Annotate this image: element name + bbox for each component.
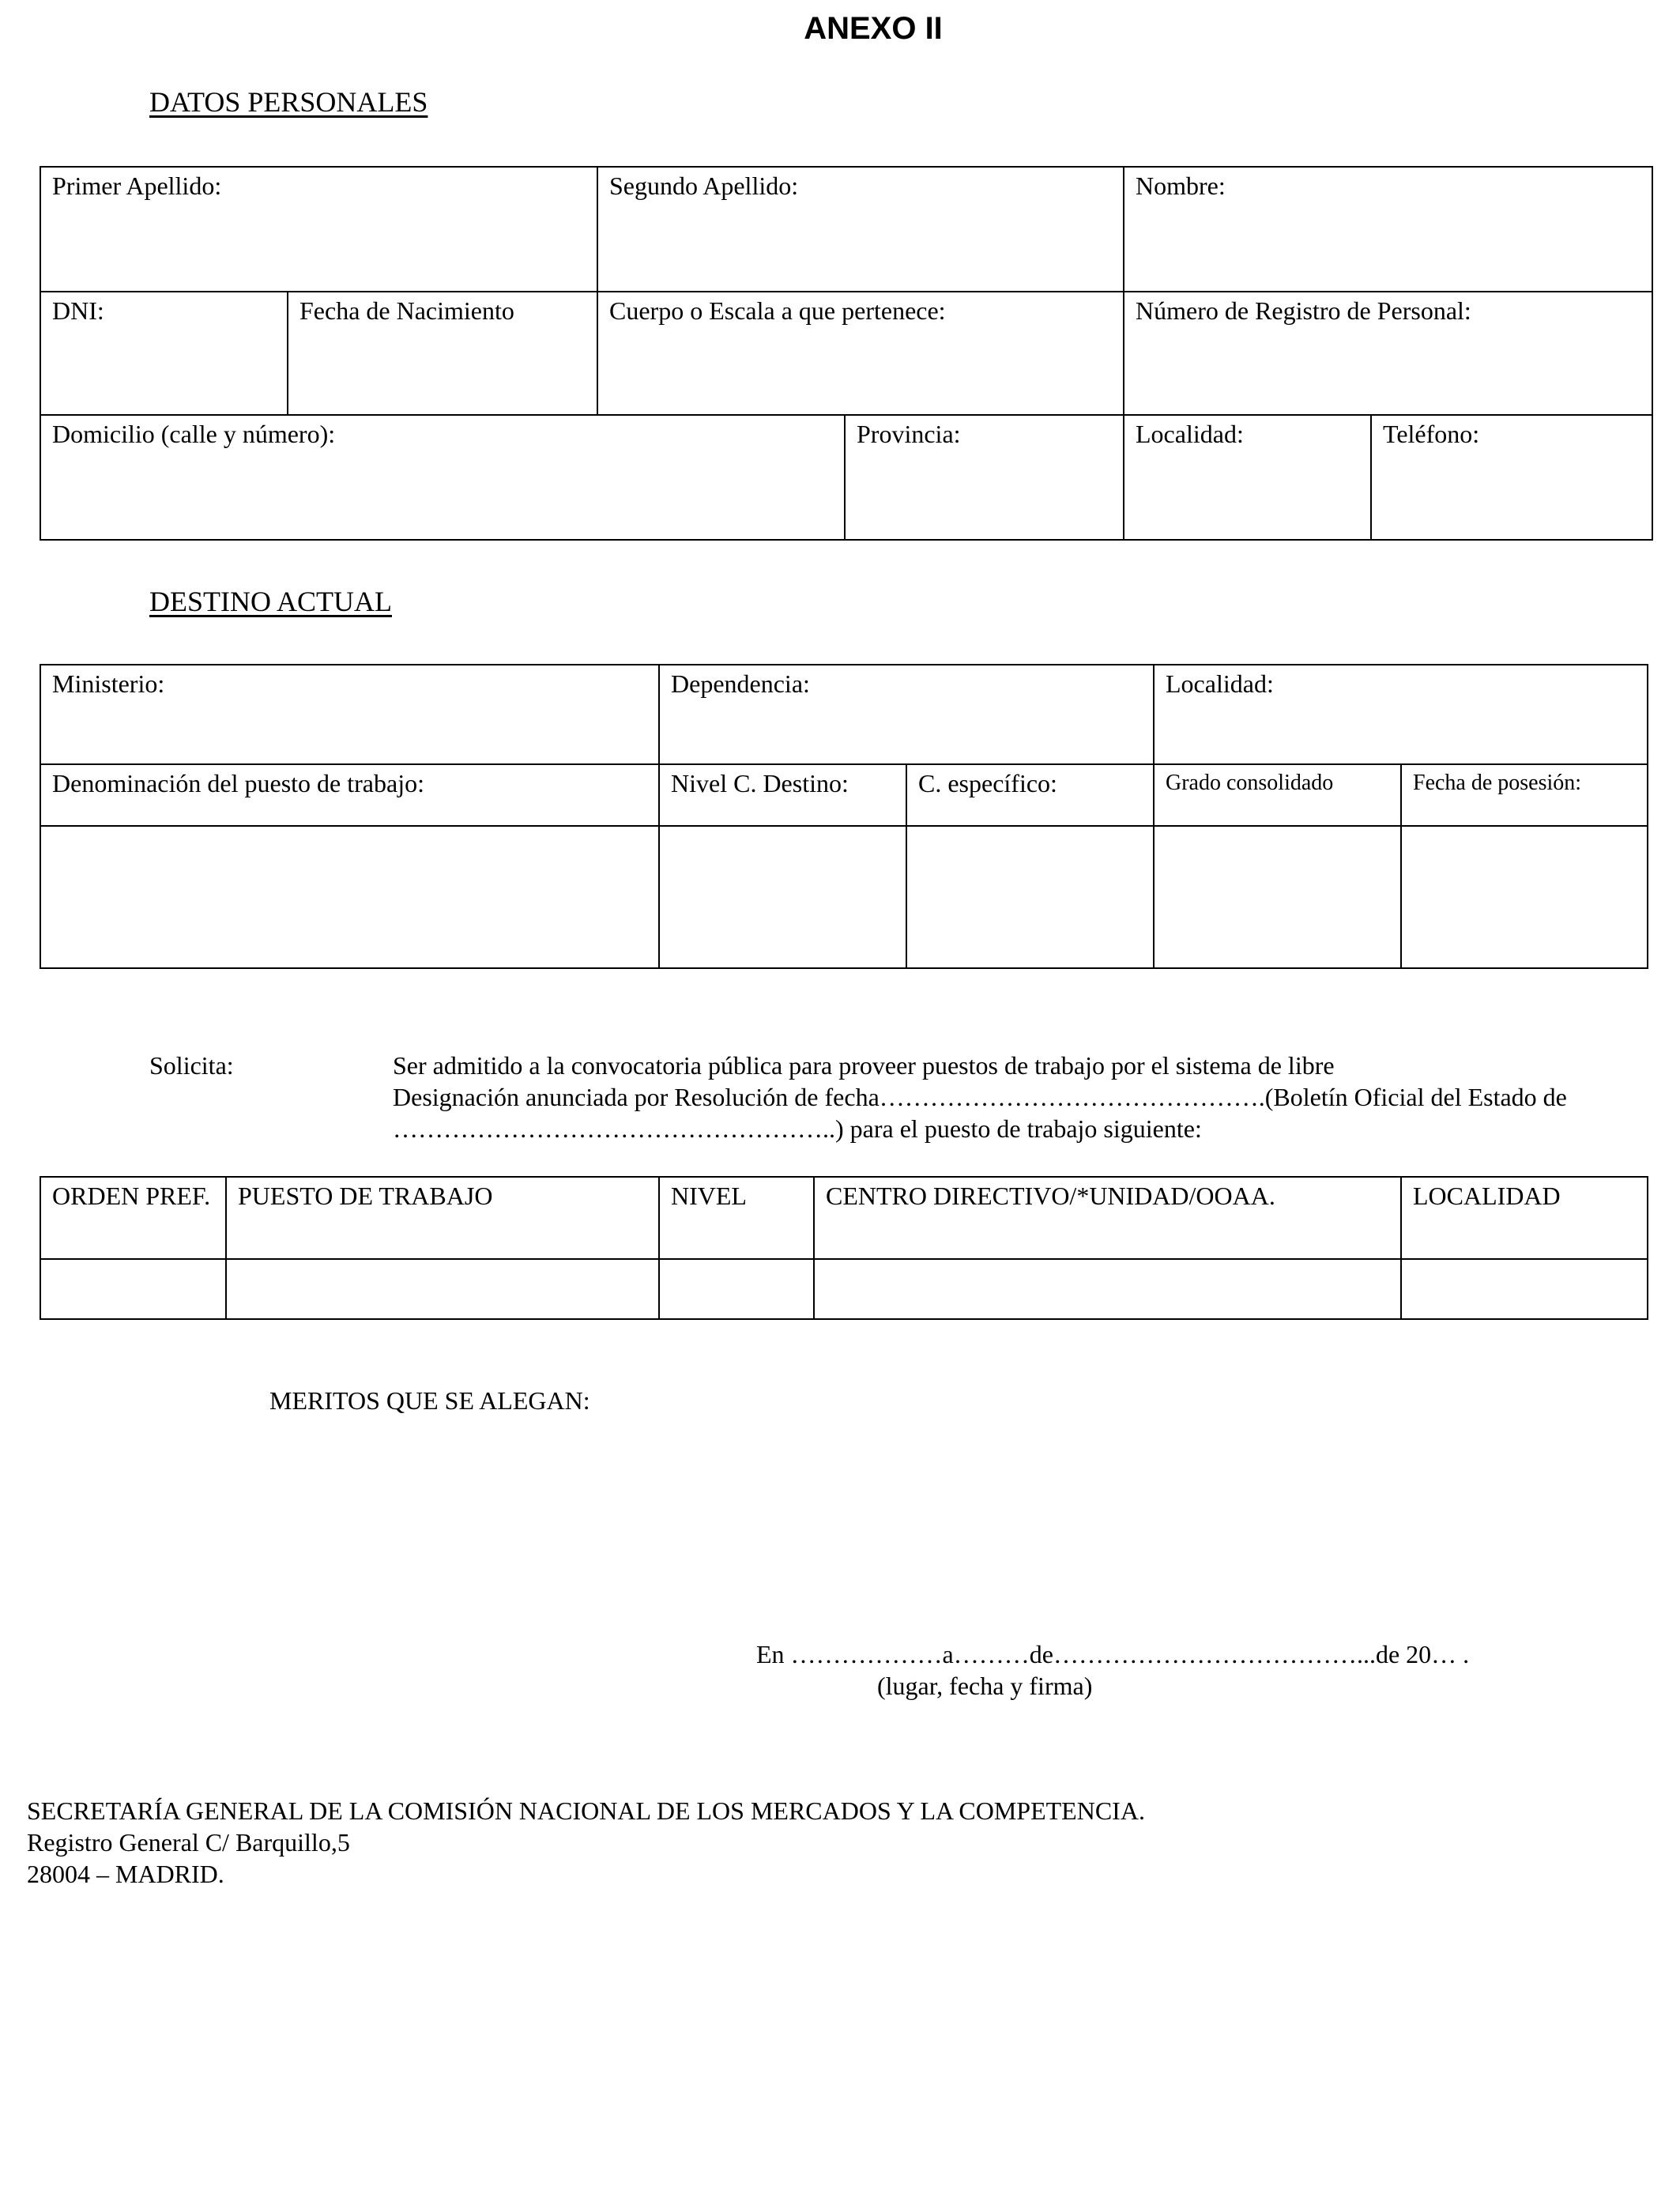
telefono-field[interactable] — [1370, 414, 1653, 541]
numero-registro-label: Número de Registro de Personal: — [1136, 296, 1471, 325]
grado-consolidado-header — [1153, 763, 1402, 827]
grado-consolidado-label: Grado consolidado — [1166, 771, 1334, 795]
cuerpo-escala-field[interactable] — [597, 291, 1124, 416]
puesto-trabajo-header — [225, 1176, 660, 1260]
denominacion-header — [40, 763, 660, 827]
fecha-posesion-header — [1400, 763, 1648, 827]
page-title: ANEXO II — [804, 11, 943, 46]
dni-label: DNI: — [52, 296, 104, 325]
provincia-field[interactable] — [844, 414, 1124, 541]
primer-apellido-field[interactable] — [40, 166, 598, 292]
centro-directivo-header — [813, 1176, 1402, 1260]
dni-field[interactable] — [40, 291, 288, 416]
orden-pref-input[interactable] — [40, 1258, 227, 1320]
primer-apellido-label: Primer Apellido: — [52, 172, 222, 200]
centro-directivo-label: CENTRO DIRECTIVO/*UNIDAD/OOAA. — [826, 1182, 1275, 1210]
fecha-nacimiento-field[interactable] — [287, 291, 598, 416]
nivel-destino-label: Nivel C. Destino: — [671, 769, 849, 797]
localidad-destino-field[interactable] — [1153, 664, 1648, 765]
fecha-posesion-input[interactable] — [1400, 825, 1648, 969]
domicilio-field[interactable] — [40, 414, 846, 541]
provincia-label: Provincia: — [857, 420, 961, 448]
localidad-label: Localidad: — [1136, 420, 1244, 448]
solicita-label: Solicita: — [149, 1051, 234, 1080]
orden-pref-label: ORDEN PREF. — [52, 1182, 211, 1210]
fecha-posesion-label: Fecha de posesión: — [1413, 771, 1582, 795]
nivel-destino-input[interactable] — [658, 825, 907, 969]
puesto-trabajo-input[interactable] — [225, 1258, 660, 1320]
destinatario-line-1: SECRETARÍA GENERAL DE LA COMISIÓN NACIONAL DE LOS MERCADOS Y LA COMPETENCIA. — [27, 1796, 1145, 1825]
segundo-apellido-field[interactable] — [597, 166, 1124, 292]
destinatario-line-3: 28004 – MADRID. — [27, 1860, 224, 1888]
ministerio-label: Ministerio: — [52, 669, 165, 698]
solicita-line-1: Ser admitido a la convocatoria pública para proveer puestos de trabajo por el sistema de libre — [393, 1051, 1335, 1080]
localidad-puesto-input[interactable] — [1400, 1258, 1648, 1320]
cuerpo-escala-label: Cuerpo o Escala a que pertenece: — [609, 296, 946, 325]
puesto-trabajo-label: PUESTO DE TRABAJO — [238, 1182, 493, 1210]
domicilio-label: Domicilio (calle y número): — [52, 420, 336, 448]
grado-consolidado-input[interactable] — [1153, 825, 1402, 969]
centro-directivo-input[interactable] — [813, 1258, 1402, 1320]
segundo-apellido-label: Segundo Apellido: — [609, 172, 799, 200]
nombre-field[interactable] — [1123, 166, 1653, 292]
nombre-label: Nombre: — [1136, 172, 1226, 200]
nivel-header — [658, 1176, 815, 1260]
firma-line: En ………………a………de………………………………...de 20… . — [756, 1640, 1470, 1668]
dependencia-field[interactable] — [658, 664, 1155, 765]
fecha-nacimiento-label: Fecha de Nacimiento — [299, 296, 514, 325]
solicita-line-3: ……………………………………………..) para el puesto de trabajo siguiente: — [393, 1114, 1202, 1143]
nivel-input[interactable] — [658, 1258, 815, 1320]
telefono-label: Teléfono: — [1383, 420, 1480, 448]
c-especifico-label: C. específico: — [918, 769, 1057, 797]
localidad-puesto-header — [1400, 1176, 1648, 1260]
nivel-destino-header — [658, 763, 907, 827]
nivel-label: NIVEL — [671, 1182, 747, 1210]
numero-registro-field[interactable] — [1123, 291, 1653, 416]
dependencia-label: Dependencia: — [671, 669, 810, 698]
localidad-field[interactable] — [1123, 414, 1372, 541]
localidad-destino-label: Localidad: — [1166, 669, 1274, 698]
solicita-line-2: Designación anunciada por Resolución de fecha……………………………………….(Boletín Oficial del Estado de — [393, 1083, 1567, 1111]
localidad-puesto-label: LOCALIDAD — [1413, 1182, 1561, 1210]
destino-actual-heading: DESTINO ACTUAL — [149, 586, 392, 617]
orden-pref-header — [40, 1176, 227, 1260]
ministerio-field[interactable] — [40, 664, 660, 765]
firma-caption: (lugar, fecha y firma) — [877, 1672, 1093, 1700]
denominacion-label: Denominación del puesto de trabajo: — [52, 769, 424, 797]
meritos-label: MERITOS QUE SE ALEGAN: — [269, 1386, 590, 1415]
destinatario-line-2: Registro General C/ Barquillo,5 — [27, 1828, 350, 1857]
c-especifico-header — [906, 763, 1155, 827]
datos-personales-heading: DATOS PERSONALES — [149, 86, 428, 118]
c-especifico-input[interactable] — [906, 825, 1155, 969]
denominacion-input[interactable] — [40, 825, 660, 969]
